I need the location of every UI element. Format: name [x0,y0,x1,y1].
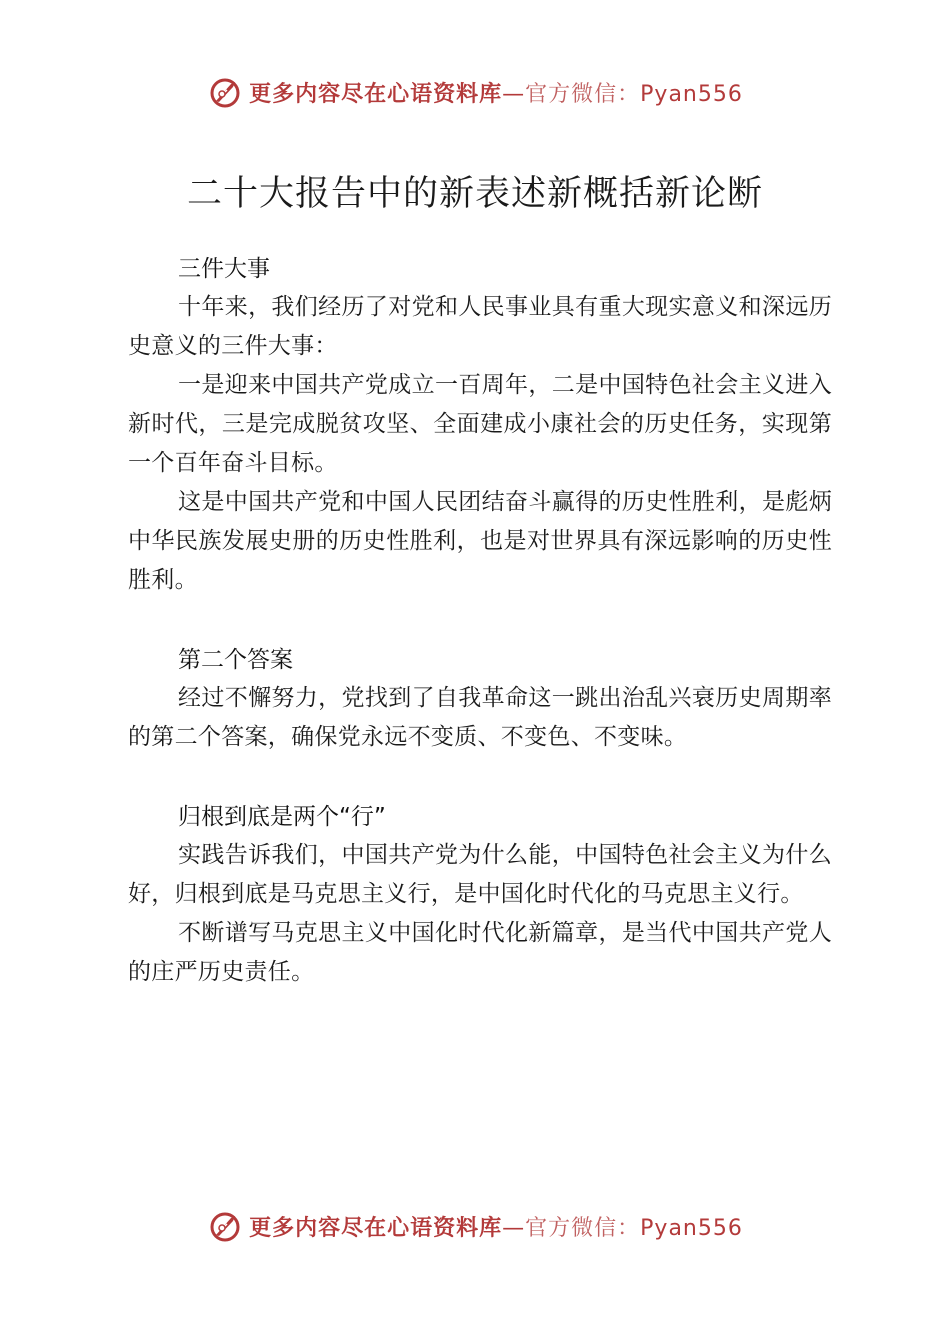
section-spacer [128,600,832,641]
wechat-id: Pyan556 [640,81,743,107]
banner-text [249,1211,743,1242]
paragraph: 这是中国共产党和中国人民团结奋斗赢得的历史性胜利，是彪炳中华民族发展史册的历史性胜利，也是对世界具有深远影响的历史性胜利。 [128,489,832,593]
document-title: 二十大报告中的新表述新概括新论断 [186,174,763,214]
brand-name: 更多内容尽在心语资料库 [249,1215,503,1241]
paragraph: 一是迎来中国共产党成立一百周年，二是中国特色社会主义进入新时代，三是完成脱贫攻坚、全面建成小康社会的历史任务，实现第一个百年奋斗目标。 [128,372,832,476]
banner-text [249,77,743,108]
header-banner [0,70,950,114]
paragraph: 经过不懈努力，党找到了自我革命这一跳出治乱兴衰历史周期率的第二个答案，确保党永远不变质、不变色、不变味。 [128,685,832,750]
section-heading: 归根到底是两个“行” [178,804,386,830]
document-body [128,250,832,992]
paragraph: 不断谱写马克思主义中国化时代化新篇章，是当代中国共产党人的庄严历史责任。 [128,920,832,985]
wechat-label: 官方微信： [525,81,641,107]
brand-name: 更多内容尽在心语资料库 [249,81,503,107]
quill-pen-logo-icon [207,74,243,110]
section-heading: 三件大事 [178,256,270,282]
banner-dash: — [502,1215,526,1241]
paragraph: 实践告诉我们，中国共产党为什么能，中国特色社会主义为什么好，归根到底是马克思主义行，是中国化时代化的马克思主义行。 [128,842,832,907]
quill-pen-logo-icon [207,1208,243,1244]
wechat-id: Pyan556 [640,1215,743,1241]
wechat-label: 官方微信： [525,1215,641,1241]
banner-dash: — [502,81,526,107]
paragraph: 十年来，我们经历了对党和人民事业具有重大现实意义和深远历史意义的三件大事： [128,294,832,359]
section-spacer [128,757,832,798]
section-heading: 第二个答案 [178,647,293,673]
footer-banner [0,1204,950,1248]
